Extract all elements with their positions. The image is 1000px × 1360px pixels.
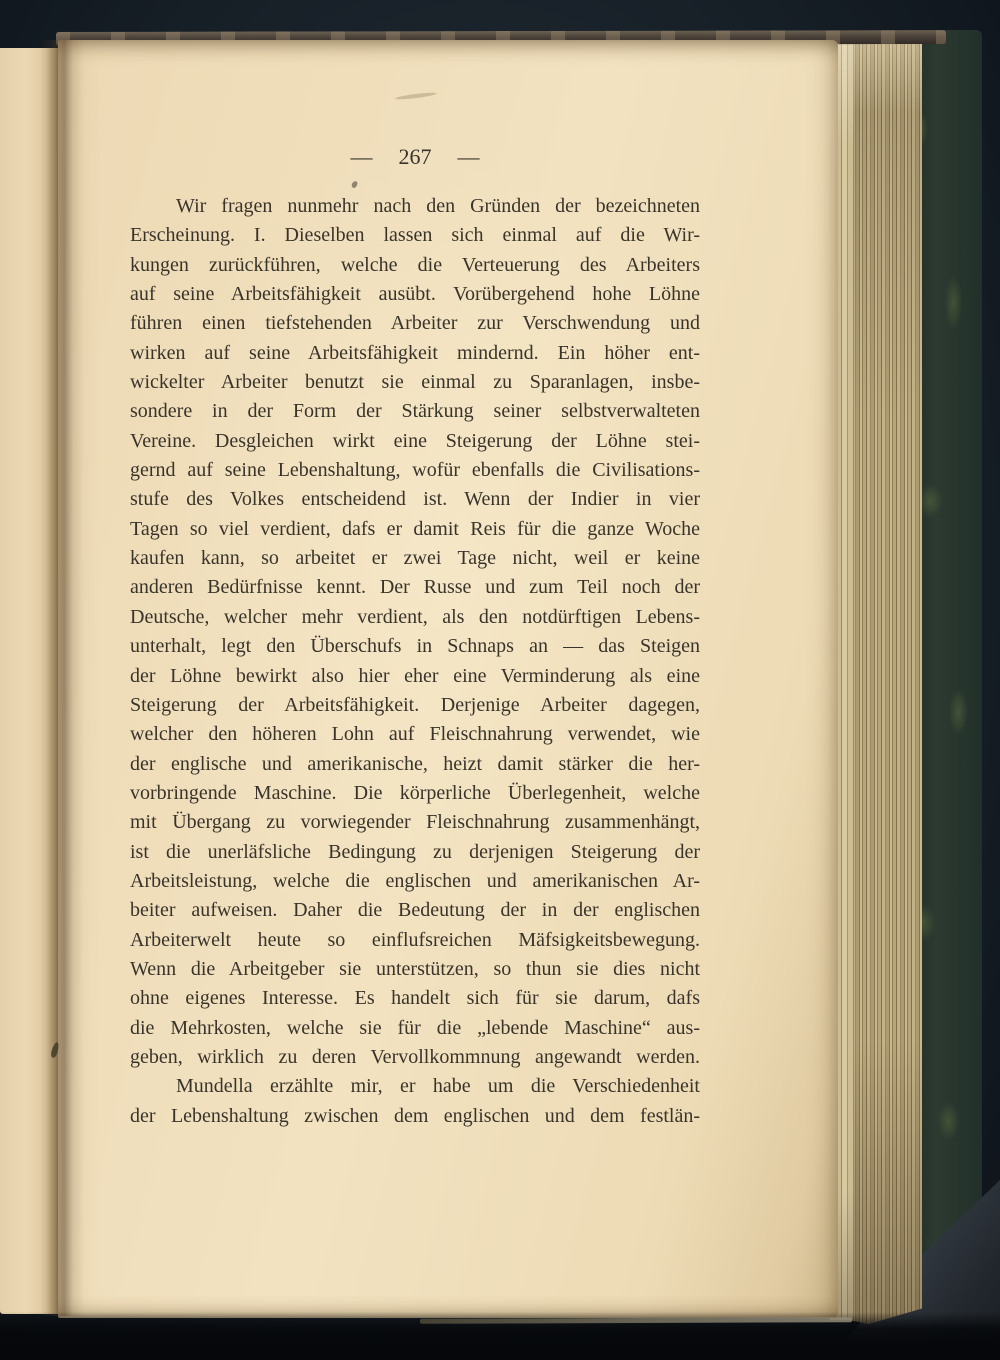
page-text [130, 192, 700, 1131]
text-line: Wir fragen nunmehr nach den Gründen der bezeichneten [176, 195, 700, 217]
text-line: mit Übergang zu vorwiegender Fleischnahrung zusammenhängt, [130, 811, 700, 834]
text-line: der Löhne bewirkt also hier eher eine Verminderung als eine [130, 664, 700, 687]
gutter-shadow [40, 40, 84, 1316]
text-line: Deutsche, welcher mehr verdient, als den notdürftigen Lebens- [130, 605, 700, 628]
page-number: 267 [398, 144, 432, 169]
text-line: führen einen tiefstehenden Arbeiter zur Verschwendung und [130, 312, 700, 335]
text-line: Mundella erzählte mir, er habe um die Verschiedenheit [176, 1075, 700, 1098]
text-line: wickelter Arbeiter benutzt sie einmal zu Sparanlagen, insbe- [130, 371, 700, 394]
text-line: anderen Bedürfnisse kennt. Der Russe und zum Teil noch der [130, 576, 700, 599]
text-line: welcher den höheren Lohn auf Fleischnahrung verwendet, wie [130, 723, 700, 746]
text-line: Vereine. Desgleichen wirkt eine Steigerung der Löhne stei- [130, 429, 700, 452]
header-dash-right: — [457, 144, 480, 169]
text-line: der englische und amerikanische, heizt damit stärker die her- [130, 752, 700, 775]
text-line: Erscheinung. I. Dieselben lassen sich einmal auf die Wir- [130, 224, 700, 247]
text-line: gernd auf seine Lebenshaltung, wofür ebenfalls die Civilisations- [130, 459, 700, 482]
text-line: ist die unerläfsliche Bedingung zu derjenigen Steigerung der [130, 840, 700, 863]
text-line: stufe des Volkes entscheidend ist. Wenn der Indier in vier [130, 488, 700, 511]
text-line: beiter aufweisen. Daher die Bedeutung der in der englischen [130, 899, 700, 922]
text-line: Arbeiterwelt heute so einflufsreichen Mäfsigkeitsbewegung. [130, 928, 700, 951]
text-line: der Lebenshaltung zwischen dem englischen und dem festlän- [130, 1104, 700, 1127]
text-line: kaufen kann, so arbeitet er zwei Tage nicht, weil er keine [130, 547, 700, 570]
book-page [58, 40, 838, 1318]
text-line: wirken auf seine Arbeitsfähigkeit mindernd. Ein höher ent- [130, 341, 700, 364]
page-header [130, 144, 700, 170]
ink-speck [351, 180, 358, 188]
text-line: ohne eigenes Interesse. Es handelt sich für sie darum, dafs [130, 987, 700, 1010]
text-line: geben, wirklich zu deren Vervollkommnung angewandt werden. [130, 1045, 700, 1068]
text-line: unterhalt, legt den Überschufs in Schnaps an — das Steigen [130, 635, 700, 658]
text-line: sondere in der Form der Stärkung seiner selbstverwalteten [130, 400, 700, 423]
paper-smudge [395, 91, 437, 100]
text-line: kungen zurückführen, welche die Verteuerung des Arbeiters [130, 253, 700, 276]
text-line: Tagen so viel verdient, dafs er damit Reis für die ganze Woche [130, 517, 700, 540]
header-dash-left: — [350, 144, 373, 169]
text-line: vorbringende Maschine. Die körperliche Überlegenheit, welche [130, 781, 700, 804]
text-line: auf seine Arbeitsfähigkeit ausübt. Vorübergehend hohe Löhne [130, 283, 700, 306]
text-line: Steigerung der Arbeitsfähigkeit. Derjenige Arbeiter dagegen, [130, 693, 700, 716]
text-line: Wenn die Arbeitgeber sie unterstützen, so thun sie dies nicht [130, 957, 700, 980]
text-line: Arbeitsleistung, welche die englischen und amerikanischen Ar- [130, 869, 700, 892]
text-line: die Mehrkosten, welche sie für die „lebende Maschine“ aus- [130, 1016, 700, 1039]
